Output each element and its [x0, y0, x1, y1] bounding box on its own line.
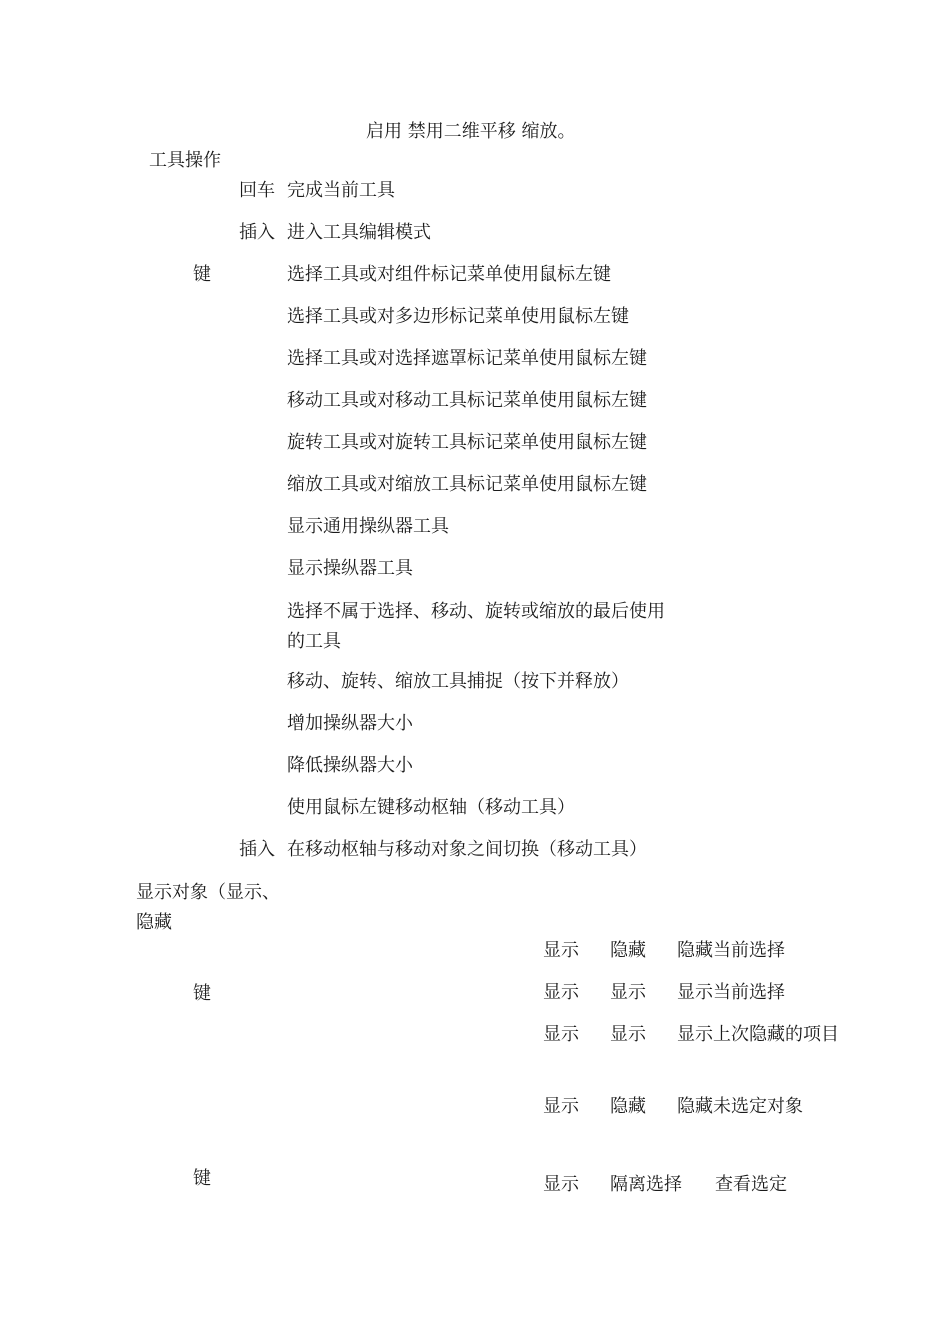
display-desc: 隐藏未选定对象	[677, 1096, 803, 1117]
display-menu: 显示	[543, 1096, 579, 1117]
tool-key: 键	[193, 264, 211, 285]
display-section-title-text: 显示对象（显示、隐藏	[136, 882, 280, 933]
header-line: 启用 禁用二维平移 缩放。	[366, 121, 576, 142]
tool-desc: 降低操纵器大小	[287, 755, 413, 776]
display-item: 隐藏	[610, 1096, 646, 1117]
tool-desc: 移动工具或对移动工具标记菜单使用鼠标左键	[287, 390, 647, 411]
tool-desc: 完成当前工具	[287, 180, 395, 201]
tool-desc: 旋转工具或对旋转工具标记菜单使用鼠标左键	[287, 432, 647, 453]
display-section-title	[136, 878, 296, 938]
tool-desc: 显示通用操纵器工具	[287, 516, 449, 537]
tool-key-enter: 回车	[239, 180, 275, 201]
tool-desc: 选择工具或对选择遮罩标记菜单使用鼠标左键	[287, 348, 647, 369]
display-desc: 隐藏当前选择	[677, 940, 785, 961]
display-menu: 显示	[543, 1024, 579, 1045]
display-item: 显示	[610, 1024, 646, 1045]
display-menu: 显示	[543, 1174, 579, 1195]
display-item: 隐藏	[610, 940, 646, 961]
display-item: 隔离选择	[610, 1174, 682, 1195]
tool-desc: 移动、旋转、缩放工具捕捉（按下并释放）	[287, 671, 629, 692]
display-key: 键	[193, 983, 211, 1004]
tool-desc: 选择工具或对多边形标记菜单使用鼠标左键	[287, 306, 629, 327]
tool-desc: 显示操纵器工具	[287, 558, 413, 579]
tool-key-insert: 插入	[239, 222, 275, 243]
tool-desc: 使用鼠标左键移动枢轴（移动工具）	[287, 797, 575, 818]
tool-desc: 选择不属于选择、移动、旋转或缩放的最后使用的工具	[287, 601, 665, 652]
tool-desc: 缩放工具或对缩放工具标记菜单使用鼠标左键	[287, 474, 647, 495]
tool-section-title: 工具操作	[149, 150, 221, 171]
display-menu: 显示	[543, 982, 579, 1003]
display-desc: 显示当前选择	[677, 982, 785, 1003]
display-desc: 显示上次隐藏的项目	[677, 1024, 839, 1045]
display-key: 键	[193, 1168, 211, 1189]
display-item: 显示	[610, 982, 646, 1003]
display-desc: 查看选定	[715, 1174, 787, 1195]
tool-desc: 选择工具或对组件标记菜单使用鼠标左键	[287, 264, 611, 285]
tool-key-insert: 插入	[239, 839, 275, 860]
tool-desc: 进入工具编辑模式	[287, 222, 431, 243]
tool-desc: 增加操纵器大小	[287, 713, 413, 734]
display-menu: 显示	[543, 940, 579, 961]
tool-desc: 在移动枢轴与移动对象之间切换（移动工具）	[287, 839, 647, 860]
